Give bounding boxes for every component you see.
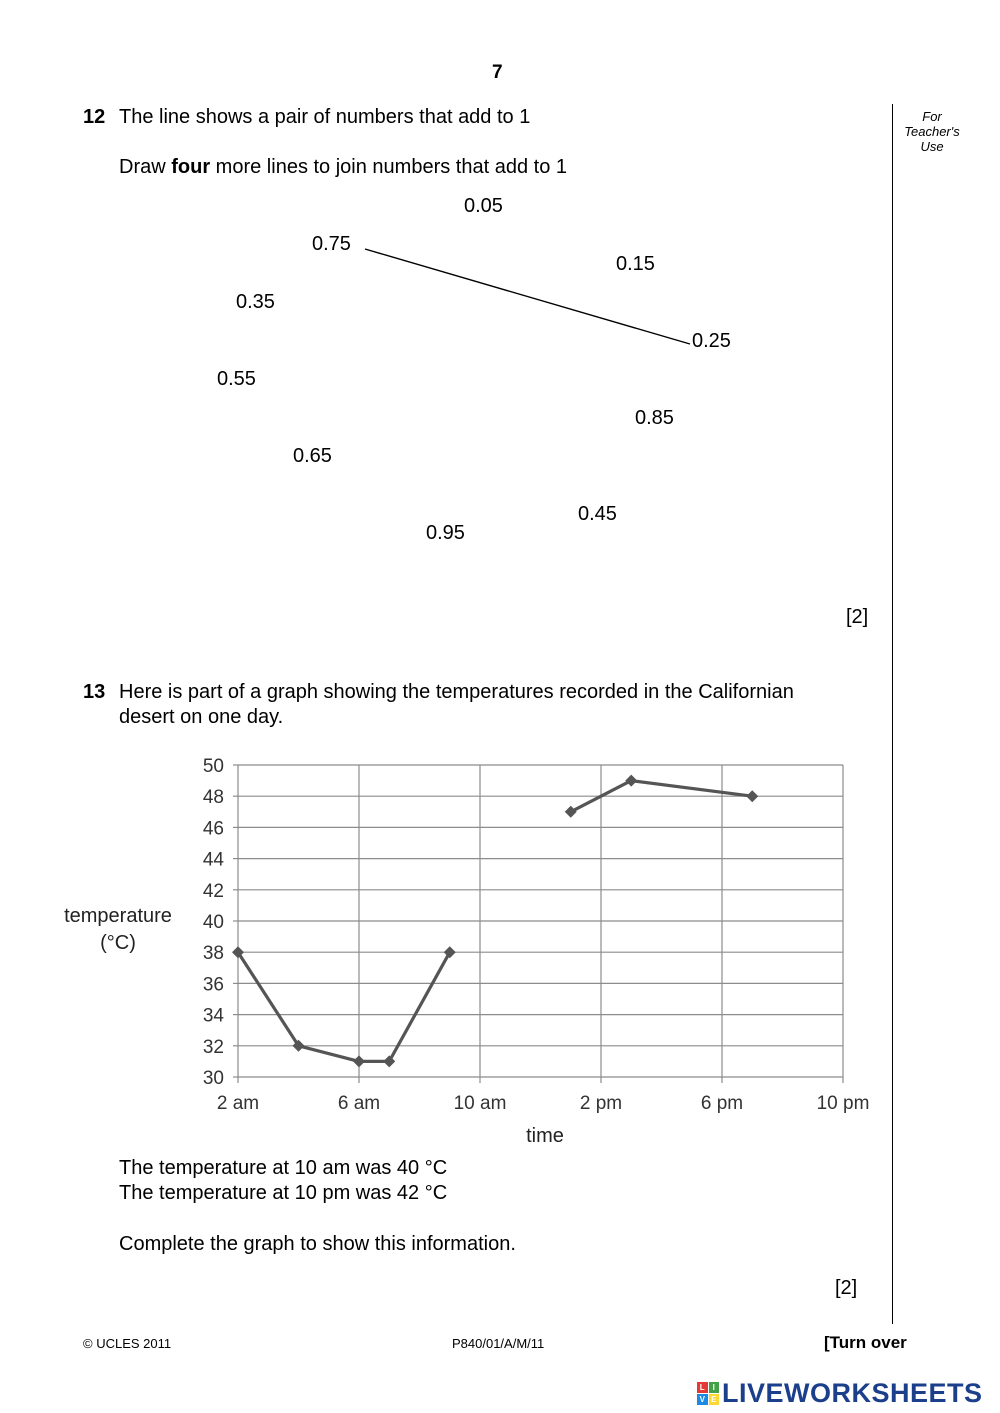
y-tick-label-42: 42 [202, 880, 224, 902]
data-point-night-morning-3 [383, 1055, 395, 1067]
y-tick-label-40: 40 [202, 912, 224, 933]
q12-number-0-35[interactable]: 0.35 [236, 291, 275, 313]
liveworksheets-badge-icon [697, 1382, 719, 1404]
q12-number: 12 [83, 106, 106, 128]
q13-marks: [2] [835, 1277, 858, 1299]
data-point-night-morning-2 [353, 1055, 365, 1067]
q12-number-0-05[interactable]: 0.05 [464, 195, 503, 217]
series-line-night-morning [238, 952, 450, 1061]
liveworksheets-wordmark: LIVEWORKSHEETS [722, 1377, 983, 1408]
q12-number-0-65[interactable]: 0.65 [293, 445, 332, 467]
teacher-use-word-2: Teacher's [904, 124, 960, 139]
q13-number: 13 [83, 681, 106, 703]
badge-letter-i: I [709, 1382, 720, 1393]
q12-marks: [2] [846, 606, 869, 628]
teacher-use-word-3: Use [920, 139, 944, 154]
y-tick-label-38: 38 [202, 943, 224, 965]
q13-info-line2: The temperature at 10 pm was 42 °C [119, 1182, 448, 1204]
x-tick-label-0: 2 am [216, 1093, 260, 1114]
q13-intro-line2: desert on one day. [119, 706, 284, 728]
q12-number-0-75[interactable]: 0.75 [312, 233, 351, 255]
q13-instruction: Complete the graph to show this information. [119, 1233, 516, 1255]
q12-example-line [0, 0, 1000, 600]
data-point-afternoon-0 [565, 806, 577, 818]
q12-instruction-bold: four [171, 156, 211, 178]
badge-letter-e: E [709, 1394, 720, 1405]
data-point-night-morning-4 [444, 946, 456, 958]
x-tick-label-4: 6 pm [700, 1093, 744, 1114]
x-axis-label: time [526, 1125, 564, 1147]
badge-letter-v: V [697, 1394, 708, 1405]
teacher-use-word-1: For [922, 109, 942, 124]
y-tick-label-44: 44 [202, 849, 224, 871]
x-tick-label-1: 6 am [337, 1093, 381, 1114]
x-tick-label-3: 2 pm [579, 1093, 623, 1114]
footer-code: P840/01/A/M/11 [452, 1336, 545, 1351]
y-tick-label-46: 46 [202, 818, 224, 840]
q12-number-0-85[interactable]: 0.85 [635, 407, 674, 429]
y-tick-label-34: 34 [202, 1005, 224, 1027]
q12-number-0-25[interactable]: 0.25 [692, 330, 731, 352]
temperature-chart[interactable] [0, 740, 890, 1160]
badge-letter-l: L [697, 1382, 708, 1393]
data-point-afternoon-2 [746, 790, 758, 802]
data-point-afternoon-1 [625, 775, 637, 787]
liveworksheets-logo [697, 1376, 983, 1410]
y-tick-label-36: 36 [202, 974, 224, 996]
q12-number-0-15[interactable]: 0.15 [616, 253, 655, 275]
q13-info-line1: The temperature at 10 am was 40 °C [119, 1157, 448, 1179]
y-tick-label-48: 48 [202, 787, 224, 809]
footer-copyright: © UCLES 2011 [83, 1336, 172, 1351]
footer-turn-over: [Turn over [824, 1333, 907, 1352]
q12-number-0-45[interactable]: 0.45 [578, 503, 617, 525]
y-tick-label-32: 32 [202, 1036, 224, 1058]
q13-intro-line1: Here is part of a graph showing the temperatures recorded in the Californian [119, 681, 794, 703]
y-axis-label-line2: (°C) [100, 932, 136, 954]
q12-intro: The line shows a pair of numbers that add to 1 [119, 106, 531, 128]
y-axis-label-line1: temperature [64, 905, 172, 927]
x-tick-label-2: 10 am [453, 1093, 507, 1114]
q12-number-0-55[interactable]: 0.55 [217, 368, 256, 390]
page-number: 7 [492, 62, 503, 83]
q12-number-0-95[interactable]: 0.95 [426, 522, 465, 544]
q12-instruction-pre: Draw [119, 156, 172, 178]
q12-instruction-post: more lines to join numbers that add to 1 [210, 156, 567, 178]
y-tick-label-30: 30 [202, 1068, 224, 1089]
x-tick-label-5: 10 pm [816, 1093, 870, 1114]
y-tick-label-50: 50 [202, 756, 224, 777]
